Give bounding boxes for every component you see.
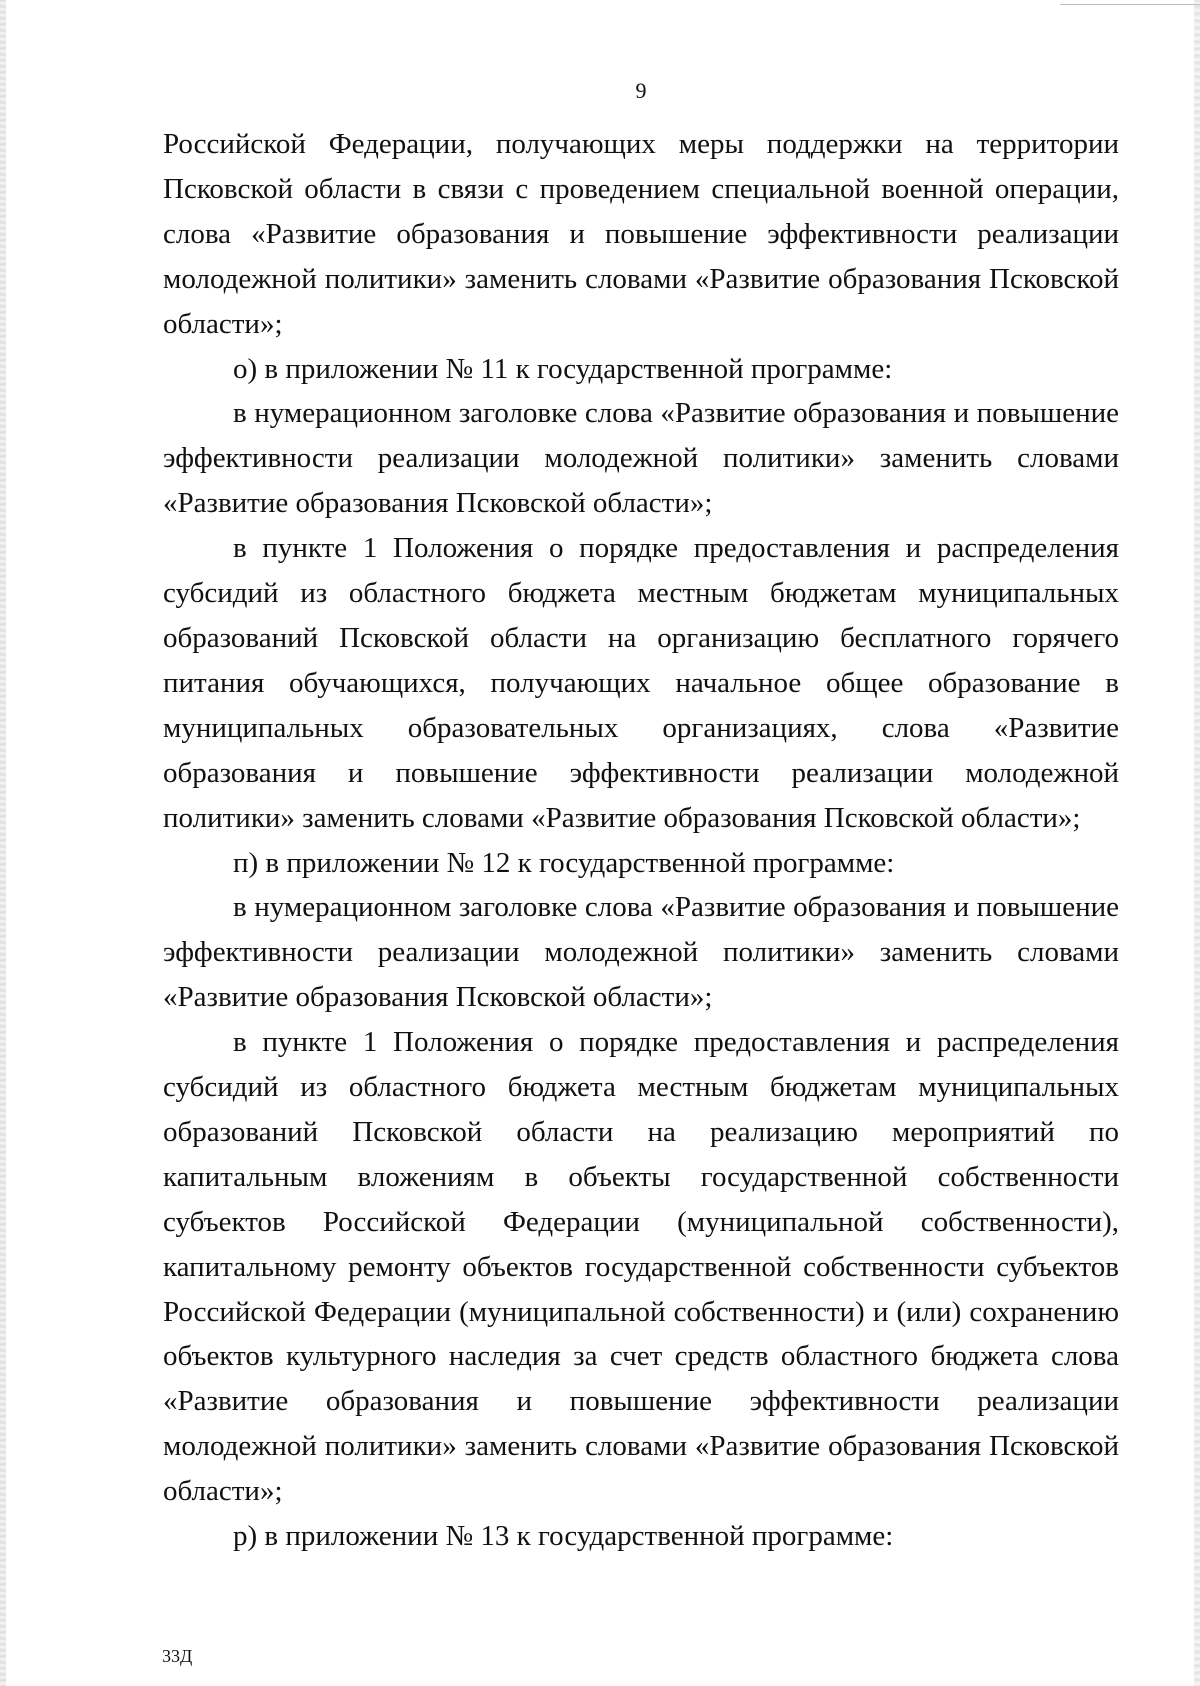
scan-edge-top-line <box>1060 4 1200 5</box>
paragraph-item-o-heading: в нумерационном заголовке слова «Развитие образования и повышение эффективности реализации молодежной политики» заменить словами «Развитие образования Псковской области»; <box>163 397 1119 520</box>
footer-document-code: 33Д <box>162 1646 193 1666</box>
document-body <box>163 122 1119 1559</box>
paragraph-item-o: о) в приложении № 11 к государственной программе: <box>233 352 893 385</box>
paragraph-item-r: р) в приложении № 13 к государственной программе: <box>233 1520 894 1553</box>
scan-edge-right <box>1194 0 1200 1686</box>
scan-edge-left <box>0 0 6 1686</box>
paragraph-item-p-heading: в нумерационном заголовке слова «Развитие образования и повышение эффективности реализации молодежной политики» заменить словами «Развитие образования Псковской области»; <box>163 891 1119 1014</box>
paragraph-item-p: п) в приложении № 12 к государственной программе: <box>233 846 895 879</box>
paragraph-item-p-clause-1: в пункте 1 Положения о порядке предоставления и распределения субсидий из областного бюджета местным бюджетам муниципальных образований Псковской области на реализацию мероприятий по капитальным вложениям в объекты государственной собственности субъектов Российской Федерации (муниципальной собственности), капитальному ремонту объектов государственной собственности субъектов Российской Федерации (муниципальной собственности) и (или) сохранению объектов культурного наследия за счет средств областного бюджета слова «Развитие образования и повышение эффективности реализации молодежной политики» заменить словами «Развитие образования Псковской области»; <box>163 1026 1119 1508</box>
paragraph-continuation: Российской Федерации, получающих меры поддержки на территории Псковской области в связи с проведением специальной военной операции, слова «Развитие образования и повышение эффективности реализации молодежной политики» заменить словами «Развитие образования Псковской области»; <box>163 128 1119 340</box>
paragraph-item-o-clause-1: в пункте 1 Положения о порядке предоставления и распределения субсидий из областного бюджета местным бюджетам муниципальных образований Псковской области на организацию бесплатного горячего питания обучающихся, получающих начальное общее образование в муниципальных образовательных организациях, слова «Развитие образования и повышение эффективности реализации молодежной политики» заменить словами «Развитие образования Псковской области»; <box>163 532 1119 834</box>
page-number: 9 <box>635 78 647 103</box>
